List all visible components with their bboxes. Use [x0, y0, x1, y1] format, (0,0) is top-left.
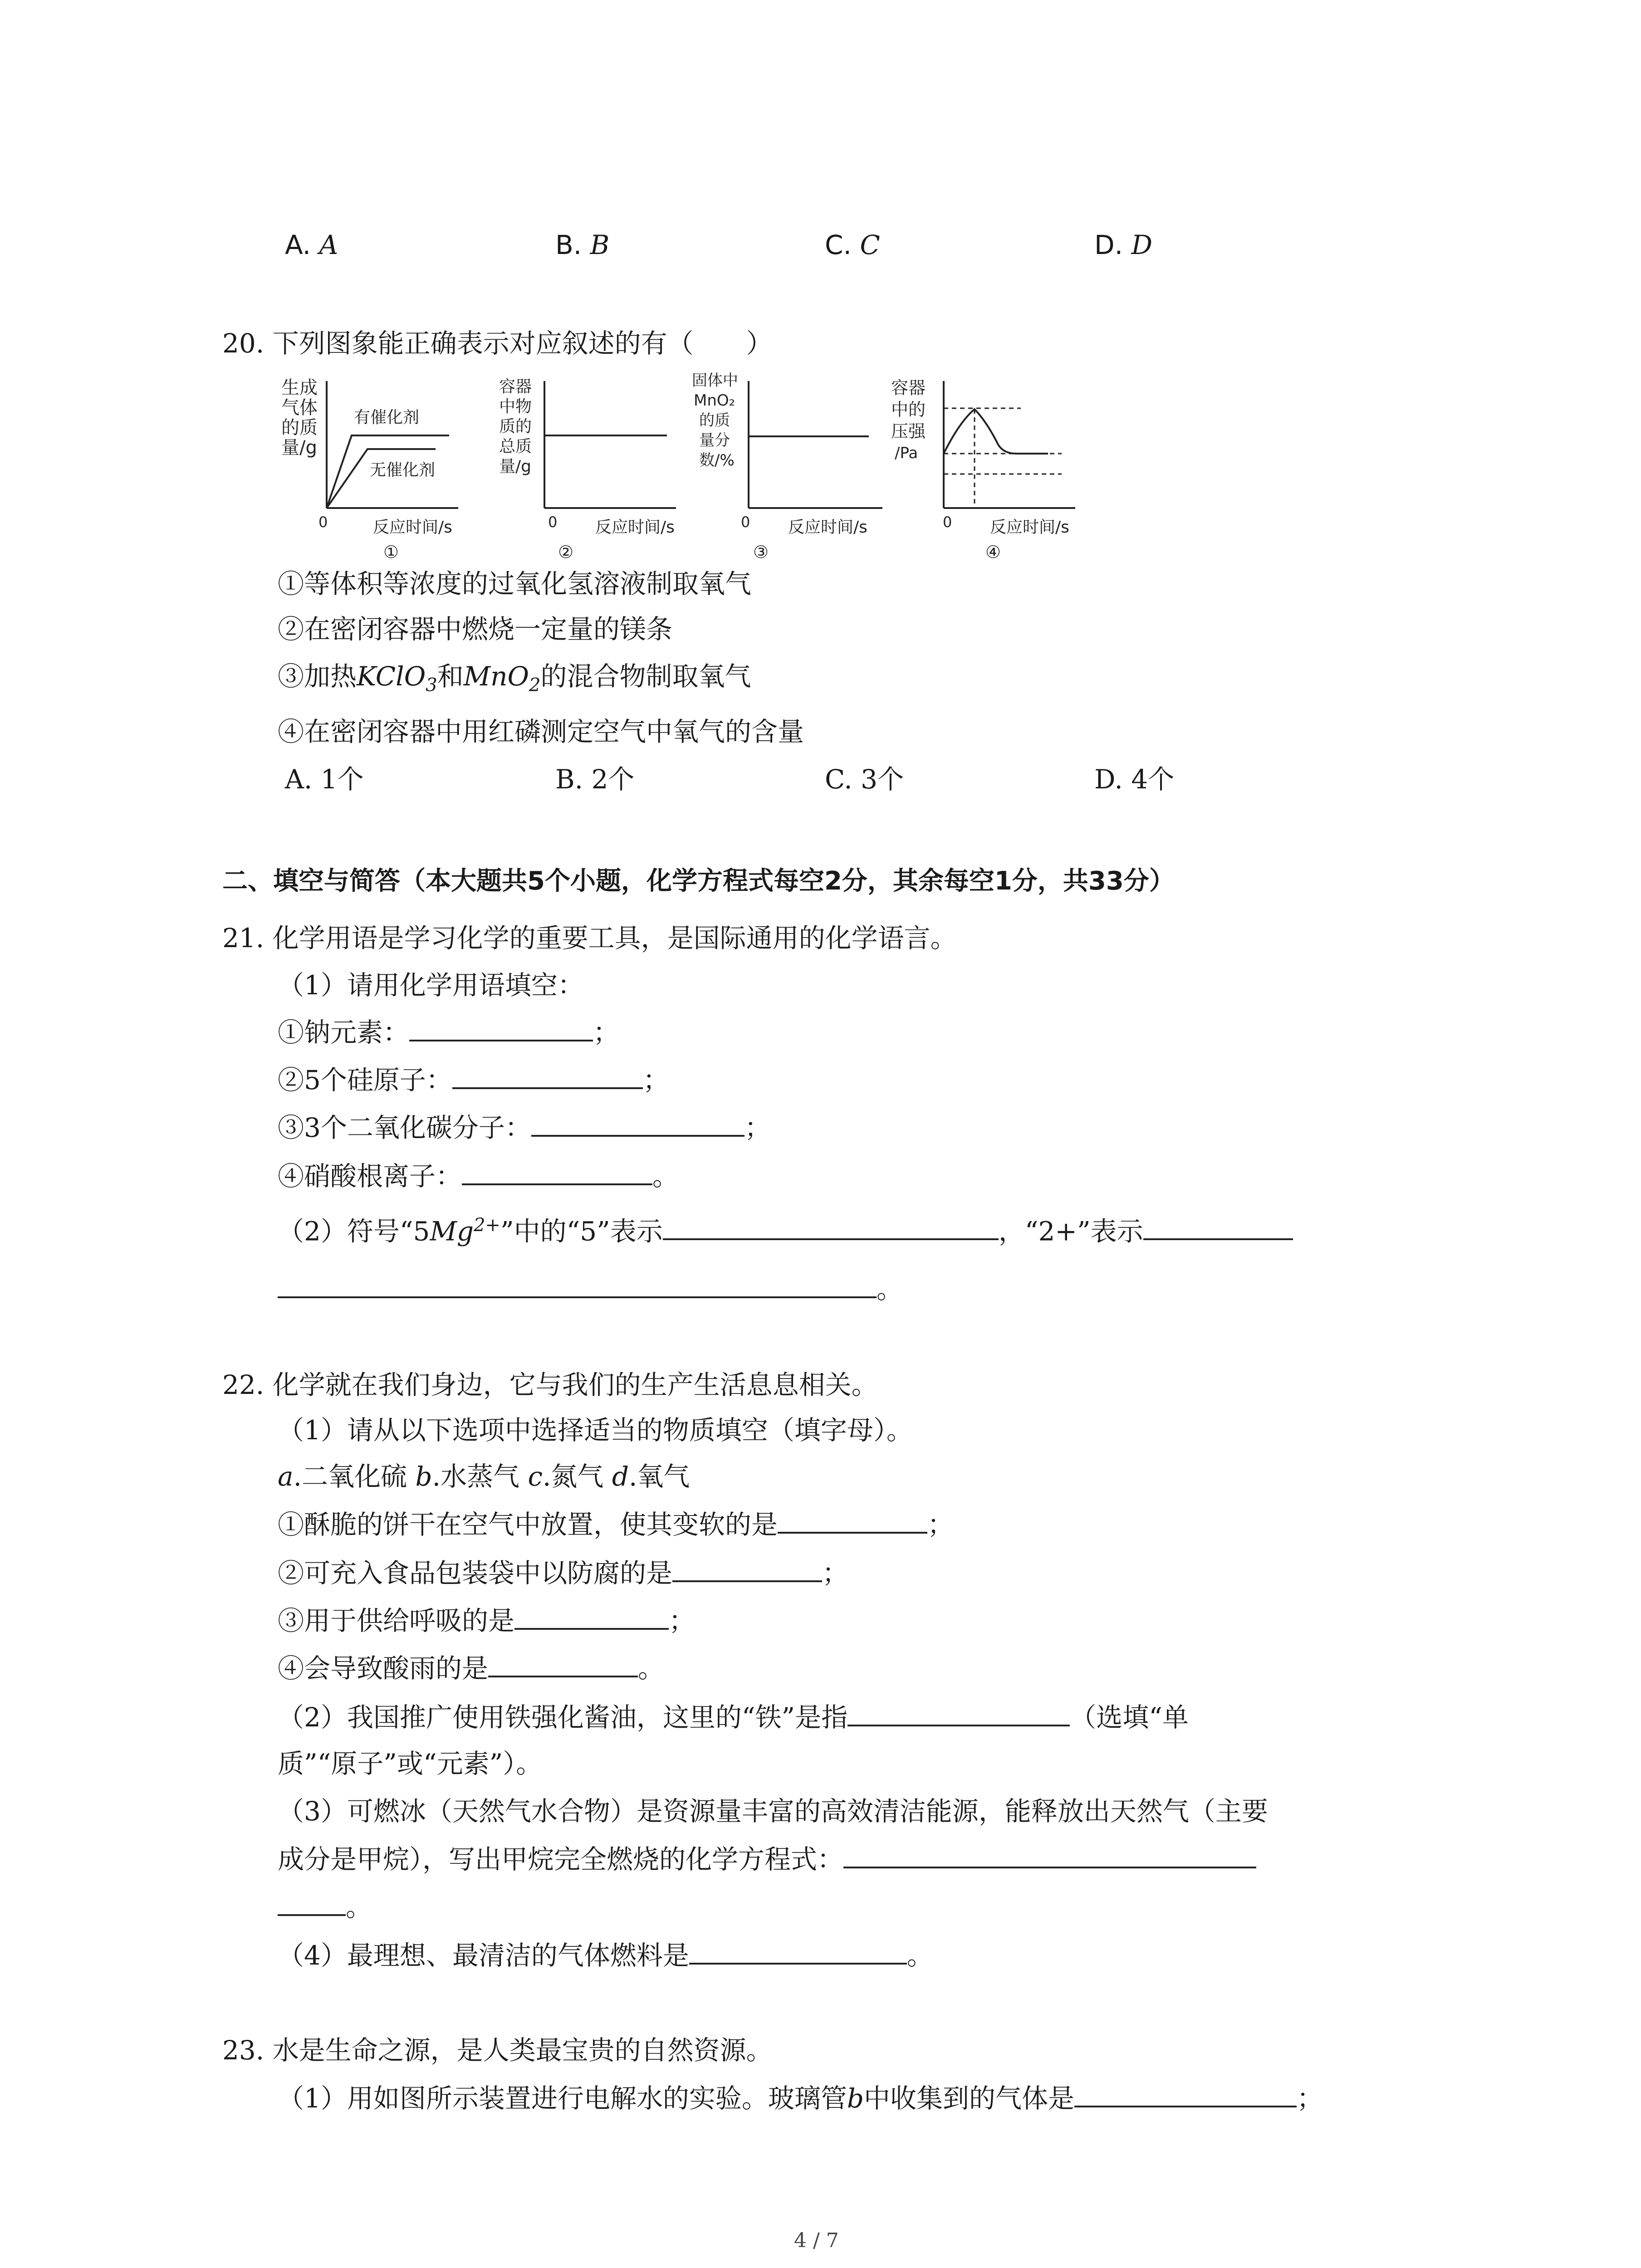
- q21-line-1: ①钠元素： ；: [278, 1017, 620, 1048]
- q20-option-d: D. 4个: [1094, 764, 1175, 795]
- q20-stem: 20. 下列图象能正确表示对应叙述的有（ ）: [222, 328, 773, 359]
- q22-line-4: ④会导致酸雨的是 。: [278, 1653, 665, 1684]
- g1-ylabel-4: 量/g: [281, 437, 317, 458]
- g1-num: ①: [383, 542, 399, 562]
- q20-item-4: ④在密闭容器中用红磷测定空气中氧气的含量: [278, 716, 804, 747]
- g1-xlabel: 反应时间/s: [373, 518, 452, 537]
- q21-blank-3[interactable]: [531, 1111, 745, 1137]
- q22-line-1: ①酥脆的饼干在空气中放置，使其变软的是 ；: [278, 1509, 954, 1540]
- q20-item-2: ②在密闭容器中燃烧一定量的镁条: [278, 614, 673, 645]
- g2-ylabel-2: 中物: [499, 397, 532, 416]
- q21-part-2-cont: 。: [278, 1273, 903, 1305]
- q23-blank-1[interactable]: [1074, 2082, 1297, 2107]
- q22-blank-5[interactable]: [847, 1701, 1070, 1726]
- q21-blank-4[interactable]: [462, 1160, 652, 1185]
- q22-blank-6-cont[interactable]: [278, 1891, 346, 1916]
- q21-part-1: （1）请用化学用语填空：: [278, 970, 584, 1001]
- g3-origin: 0: [741, 513, 750, 531]
- q22-part-1: （1）请从以下选项中选择适当的物质填空（填字母）。: [278, 1415, 913, 1446]
- g2-xlabel: 反应时间/s: [595, 518, 675, 537]
- q20-option-b: B. 2个: [555, 764, 635, 795]
- q19-option-a: A. A: [285, 230, 338, 260]
- q20-graph-4: [885, 372, 1089, 562]
- g1-ylabel-1: 生成: [281, 377, 318, 398]
- q22-blank-4[interactable]: [488, 1652, 638, 1677]
- q21-blank-6-cont[interactable]: [278, 1273, 877, 1298]
- g1-ylabel-2: 气体: [281, 397, 318, 418]
- q22-part-4: （4）最理想、最清洁的气体燃料是 。: [278, 1940, 933, 1971]
- q22-blank-7[interactable]: [689, 1939, 907, 1965]
- g1-origin: 0: [318, 513, 328, 531]
- q19-option-c: C. C: [825, 230, 880, 260]
- q22-stem: 22. 化学就在我们身边，它与我们的生产生活息息相关。: [222, 1369, 878, 1400]
- g1-curve-a: 有催化剂: [354, 408, 420, 427]
- g4-origin: 0: [943, 513, 952, 531]
- g4-num: ④: [985, 542, 1001, 562]
- q22-part-3: （3）可燃冰（天然气水合物）是资源量丰富的高效清洁能源，能释放出天然气（主要: [278, 1796, 1268, 1827]
- q22-part-2-cont: 质”“原子”或“元素”）。: [278, 1748, 543, 1779]
- q21-blank-1[interactable]: [409, 1016, 593, 1041]
- q21-stem: 21. 化学用语是学习化学的重要工具，是国际通用的化学语言。: [222, 923, 957, 953]
- q19-option-d: D. D: [1094, 230, 1153, 260]
- q21-blank-6[interactable]: [1143, 1215, 1293, 1240]
- q21-blank-2[interactable]: [452, 1064, 643, 1089]
- g4-ylabel-3: 压强: [891, 421, 926, 441]
- q21-blank-5[interactable]: [663, 1215, 999, 1240]
- g4-ylabel-4: /Pa: [895, 444, 918, 462]
- q22-blank-6[interactable]: [843, 1843, 1256, 1868]
- g2-num: ②: [558, 542, 574, 562]
- q20-item-3: ③加热KClO$_3$和MnO$_2$的混合物制取氧气: [278, 661, 751, 696]
- q22-part-3-cont2: 。: [278, 1891, 372, 1923]
- g3-xlabel: 反应时间/s: [788, 518, 867, 537]
- q20-graph-3: [683, 367, 896, 562]
- g1-curve-b: 无催化剂: [370, 461, 436, 479]
- g2-ylabel-5: 量/g: [499, 457, 531, 476]
- g3-ylabel-5: 数/%: [699, 451, 735, 469]
- g2-origin: 0: [548, 513, 558, 531]
- q21-line-2: ②5个硅原子： ；: [278, 1065, 669, 1095]
- g2-ylabel-1: 容器: [499, 377, 532, 396]
- g4-xlabel: 反应时间/s: [990, 518, 1069, 537]
- q22-part-3-cont: 成分是甲烷），写出甲烷完全燃烧的化学方程式：: [278, 1843, 1256, 1875]
- g1-ylabel-3: 的质: [281, 417, 318, 438]
- q22-options: a.二氧化硫 b.水蒸气 c.氮气 d.氧气: [278, 1461, 690, 1492]
- g3-ylabel-4: 量分: [699, 431, 730, 450]
- q22-blank-2[interactable]: [672, 1557, 822, 1582]
- g3-ylabel-2: MnO₂: [694, 391, 735, 410]
- q22-line-2: ②可充入食品包装袋中以防腐的是 ；: [278, 1558, 849, 1589]
- g4-ylabel-1: 容器: [891, 378, 926, 398]
- q20-option-a: A. 1个: [285, 764, 364, 795]
- section-2-title: 二、填空与简答（本大题共5个小题，化学方程式每空2分，其余每空1分，共33分）: [222, 866, 1175, 896]
- q21-part-2: （2）符号“$5Mg^{2+}$”中的“5”表示 ，“2+”表示: [278, 1209, 1293, 1247]
- q20-option-c: C. 3个: [825, 764, 904, 795]
- q20-graph-1: [277, 372, 472, 562]
- q20-graph-2: [495, 372, 690, 562]
- q22-blank-1[interactable]: [778, 1508, 927, 1534]
- q23-stem: 23. 水是生命之源，是人类最宝贵的自然资源。: [222, 2035, 773, 2066]
- q20-item-1: ①等体积等浓度的过氧化氢溶液制取氧气: [278, 568, 752, 599]
- q21-line-3: ③3个二氧化碳分子： ；: [278, 1112, 771, 1143]
- g2-ylabel-4: 总质: [499, 437, 532, 456]
- q22-part-2: （2）我国推广使用铁强化酱油，这里的“铁”是指 （选填“单: [278, 1702, 1189, 1733]
- g3-ylabel-3: 的质: [699, 411, 730, 430]
- q23-part-1: （1）用如图所示装置进行电解水的实验。玻璃管b中收集到的气体是 ；: [278, 2083, 1323, 2114]
- g2-ylabel-3: 质的: [499, 417, 532, 436]
- q22-blank-3[interactable]: [514, 1604, 669, 1630]
- g4-ylabel-2: 中的: [891, 400, 926, 420]
- page-number: 4 / 7: [794, 2229, 839, 2252]
- q19-option-b: B. B: [555, 230, 610, 260]
- g3-ylabel-1: 固体中: [692, 371, 738, 390]
- g3-num: ③: [753, 542, 769, 562]
- q22-line-3: ③用于供给呼吸的是 ；: [278, 1605, 696, 1636]
- q21-line-4: ④硝酸根离子： 。: [278, 1161, 679, 1192]
